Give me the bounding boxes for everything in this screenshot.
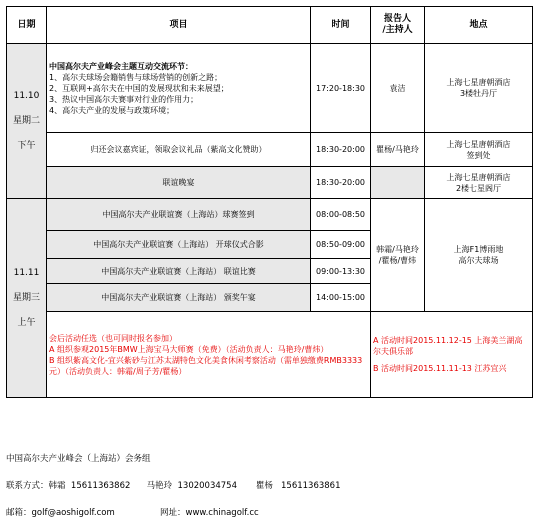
after-activity-title: 会后活动任选（也可同时报名参加）	[49, 333, 177, 343]
time-cell: 18:30-20:00	[311, 167, 371, 199]
table-row	[7, 199, 533, 231]
speaker-cell	[371, 167, 425, 199]
venue-cell	[425, 44, 533, 133]
time-cell: 14:00-15:00	[311, 284, 371, 312]
day2-speaker-cell	[371, 199, 425, 312]
day1-topic-cell	[47, 44, 311, 133]
footer-email[interactable]: 邮箱：golf@aoshigolf.com	[6, 508, 115, 518]
speaker-line1: 韩霜/马艳玲	[376, 245, 419, 254]
venue-line2: 3楼牡丹厅	[459, 89, 498, 98]
topic-line: 2、互联网+高尔夫在中国的发展现状和未来展望；	[49, 83, 229, 93]
venue-line1: 上海七星唐朝酒店	[446, 172, 511, 182]
topic-line: 4、高尔夫产业的发展与政策环境；	[49, 105, 175, 115]
speaker-cell: 袁洁	[371, 44, 425, 133]
item-cell: 中国高尔夫产业联谊赛（上海站）球赛签到	[47, 199, 311, 231]
table-row	[7, 44, 533, 133]
day1-date-cell	[7, 44, 47, 199]
header-row	[7, 7, 533, 44]
header-date: 日期	[7, 7, 47, 44]
venue-cell	[425, 133, 533, 167]
topic-title: 中国高尔夫产业峰会主题互动交流环节：	[49, 61, 193, 71]
after-activity-b: B 组织紫高文化-宜兴紫砂与江苏太湖特色文化美食休闲考察活动（需单独缴费RMB3333元）（活动负责人：韩霜/周子芳/瞿杨）	[49, 355, 363, 376]
item-cell: 中国高尔夫产业联谊赛（上海站） 联谊比赛	[47, 259, 311, 284]
table-row	[7, 167, 533, 199]
time-cell: 09:00-13:30	[311, 259, 371, 284]
item-cell: 联谊晚宴	[47, 167, 311, 199]
table-row	[7, 133, 533, 167]
speaker-cell: 瞿杨/马艳玲	[371, 133, 425, 167]
table-row	[7, 312, 533, 398]
venue-line2: 2楼七星阁厅	[455, 183, 502, 193]
item-cell: 归还会议嘉宾证，领取会议礼品（紫高文化赞助）	[47, 133, 311, 167]
day1-date: 11.10	[13, 90, 40, 101]
header-speaker-line1: 报告人	[383, 14, 411, 24]
day2-period: 上午	[17, 317, 36, 328]
after-activity-a: A 组织参观2015年BMW上海宝马大师赛（免费）（活动负责人：马艳玲/曹炜）	[49, 344, 329, 354]
time-cell: 08:00-08:50	[311, 199, 371, 231]
time-cell: 18:30-20:00	[311, 133, 371, 167]
venue-line1: 上海七星唐朝酒店	[446, 78, 511, 87]
after-activity-cell	[47, 312, 371, 398]
venue-line2: 高尔夫球场	[458, 256, 499, 265]
time-cell: 08:50-09:00	[311, 231, 371, 259]
day1-period: 下午	[17, 140, 36, 151]
topic-line: 3、热议中国高尔夫赛事对行业的作用力；	[49, 94, 199, 104]
venue-line1: 上海七星唐朝酒店	[446, 139, 511, 149]
header-speaker	[371, 7, 425, 44]
header-speaker-line2: /主持人	[382, 25, 413, 35]
schedule-table	[6, 6, 533, 398]
footer-org: 中国高尔夫产业峰会（上海站）会务组	[6, 454, 151, 464]
speaker-line2: /瞿杨/曹炜	[378, 256, 417, 265]
after-time-b: B 活动时间2015.11.11-13 江苏宜兴	[373, 364, 507, 373]
venue-line2: 签到处	[466, 150, 491, 160]
day2-date-cell	[7, 199, 47, 398]
header-time: 时间	[311, 7, 371, 44]
header-venue: 地点	[425, 7, 533, 44]
topic-line: 1、高尔夫球场会籍销售与球场营销的创新之路；	[49, 72, 223, 82]
header-item: 项目	[47, 7, 311, 44]
item-cell: 中国高尔夫产业联谊赛（上海站） 颁奖午宴	[47, 284, 311, 312]
after-activity-time-cell	[371, 312, 533, 398]
time-cell: 17:20-18:30	[311, 44, 371, 133]
after-time-a: A 活动时间2015.11.12-15 上海美兰湖高尔夫俱乐部	[373, 336, 523, 356]
day2-venue-cell	[425, 199, 533, 312]
footer-website[interactable]: 网址：www.chinagolf.cc	[160, 508, 259, 518]
item-cell: 中国高尔夫产业联谊赛（上海站） 开球仪式合影	[47, 231, 311, 259]
venue-line1: 上海F1博雨地	[453, 245, 504, 254]
day1-weekday: 星期二	[12, 115, 40, 126]
venue-cell	[425, 167, 533, 199]
footer-contact: 联系方式：韩霜 15611363862 马艳玲 13020034754 瞿杨 15611363861	[6, 481, 341, 491]
day2-weekday: 星期三	[12, 292, 40, 303]
day2-date: 11.11	[13, 267, 40, 278]
